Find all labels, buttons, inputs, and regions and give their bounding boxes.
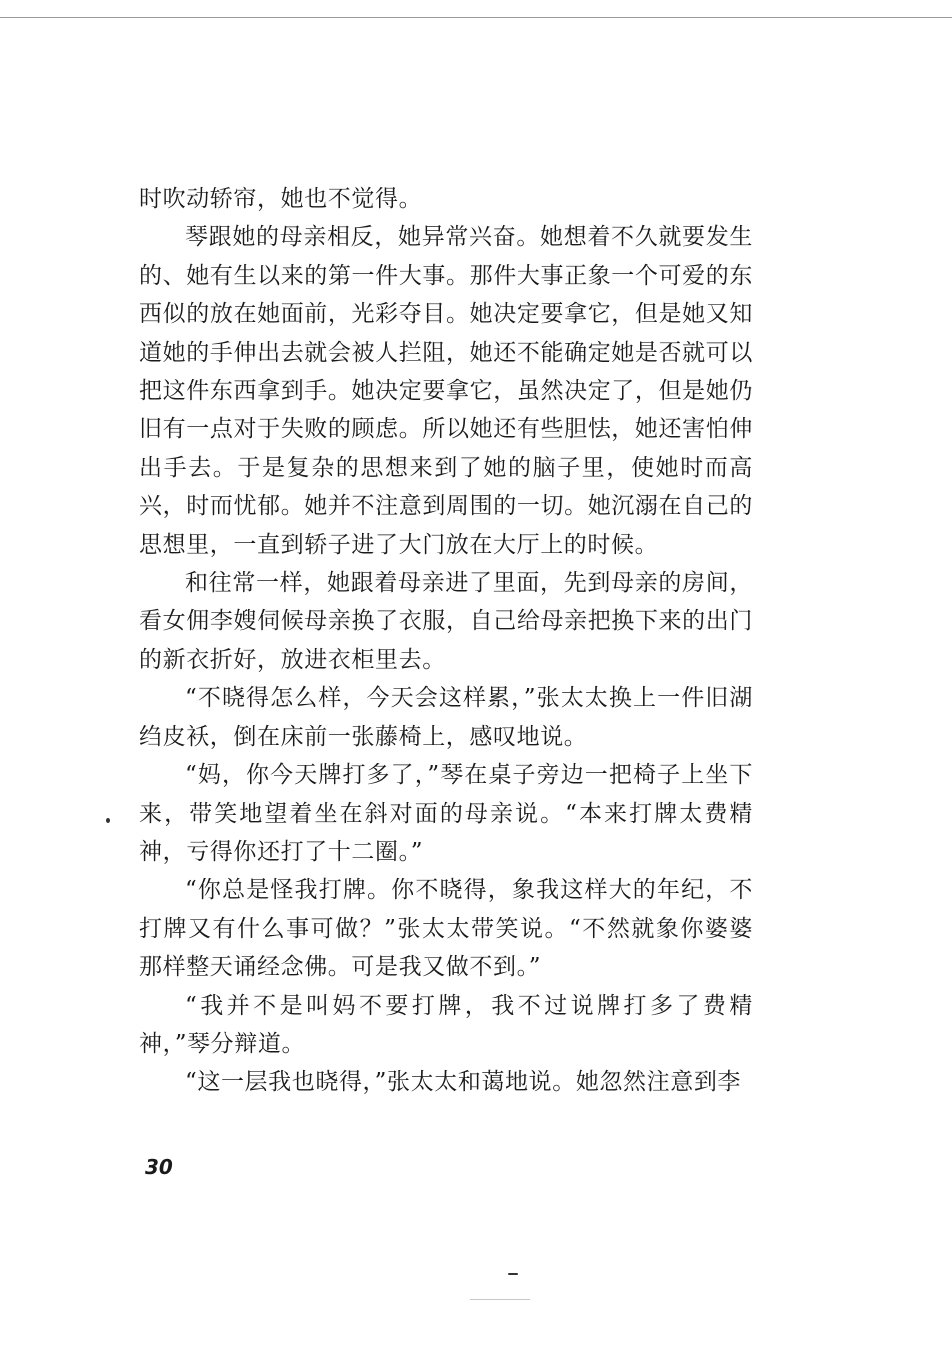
scan-speck: [470, 1299, 530, 1300]
paragraph-8: “这一层我也晓得，”张太太和蔼地说。她忽然注意到李: [185, 1069, 742, 1096]
scan-speck: [508, 1273, 518, 1275]
paragraph-7: “我并不是叫妈不要打牌，我不过说牌打多了费精神，”琴分辩道。: [139, 992, 753, 1057]
body-text: [139, 180, 753, 1102]
scan-speck: [106, 818, 110, 823]
paragraph-2: 琴跟她的母亲相反，她异常兴奋。她想着不久就要发生的、她有生以来的第一件大事。那件大事正象一个可爱的东西似的放在她面前，光彩夺目。她决定要拿它，但是她又知道她的手伸出去就会被人拦阻，她还不能确定她是否就可以把这件东西拿到手。她决定要拿它，虽然决定了，但是她仍旧有一点对于失败的顾虑。所以她还有些胆怯，她还害怕伸出手去。于是复杂的思想来到了她的脑子里，使她时而高兴，时而忧郁。她并不注意到周围的一切。她沉溺在自己的思想里，一直到轿子进了大门放在大厅上的时候。: [139, 224, 753, 558]
paragraph-5: “妈，你今天牌打多了，”琴在桌子旁边一把椅子上坐下来，带笑地望着坐在斜对面的母亲说。“本来打牌太费精神，亏得你还打了十二圈。”: [139, 762, 753, 865]
paragraph-3: 和往常一样，她跟着母亲进了里面，先到母亲的房间，看女佣李嫂伺候母亲换了衣服，自己给母亲把换下来的出门的新衣折好，放进衣柜里去。: [139, 570, 753, 673]
page-number: 30: [145, 1155, 173, 1179]
paragraph-1: 时吹动轿帘，她也不觉得。: [139, 186, 423, 212]
top-border-line: [0, 17, 952, 18]
paragraph-4: “不晓得怎么样，今天会这样累，”张太太换上一件旧湖绉皮袄，倒在床前一张藤椅上，感叹地说。: [139, 685, 753, 750]
paragraph-6: “你总是怪我打牌。你不晓得，象我这样大的年纪，不打牌又有什么事可做？”张太太带笑说。“不然就象你婆婆那样整天诵经念佛。可是我又做不到。”: [139, 877, 753, 981]
